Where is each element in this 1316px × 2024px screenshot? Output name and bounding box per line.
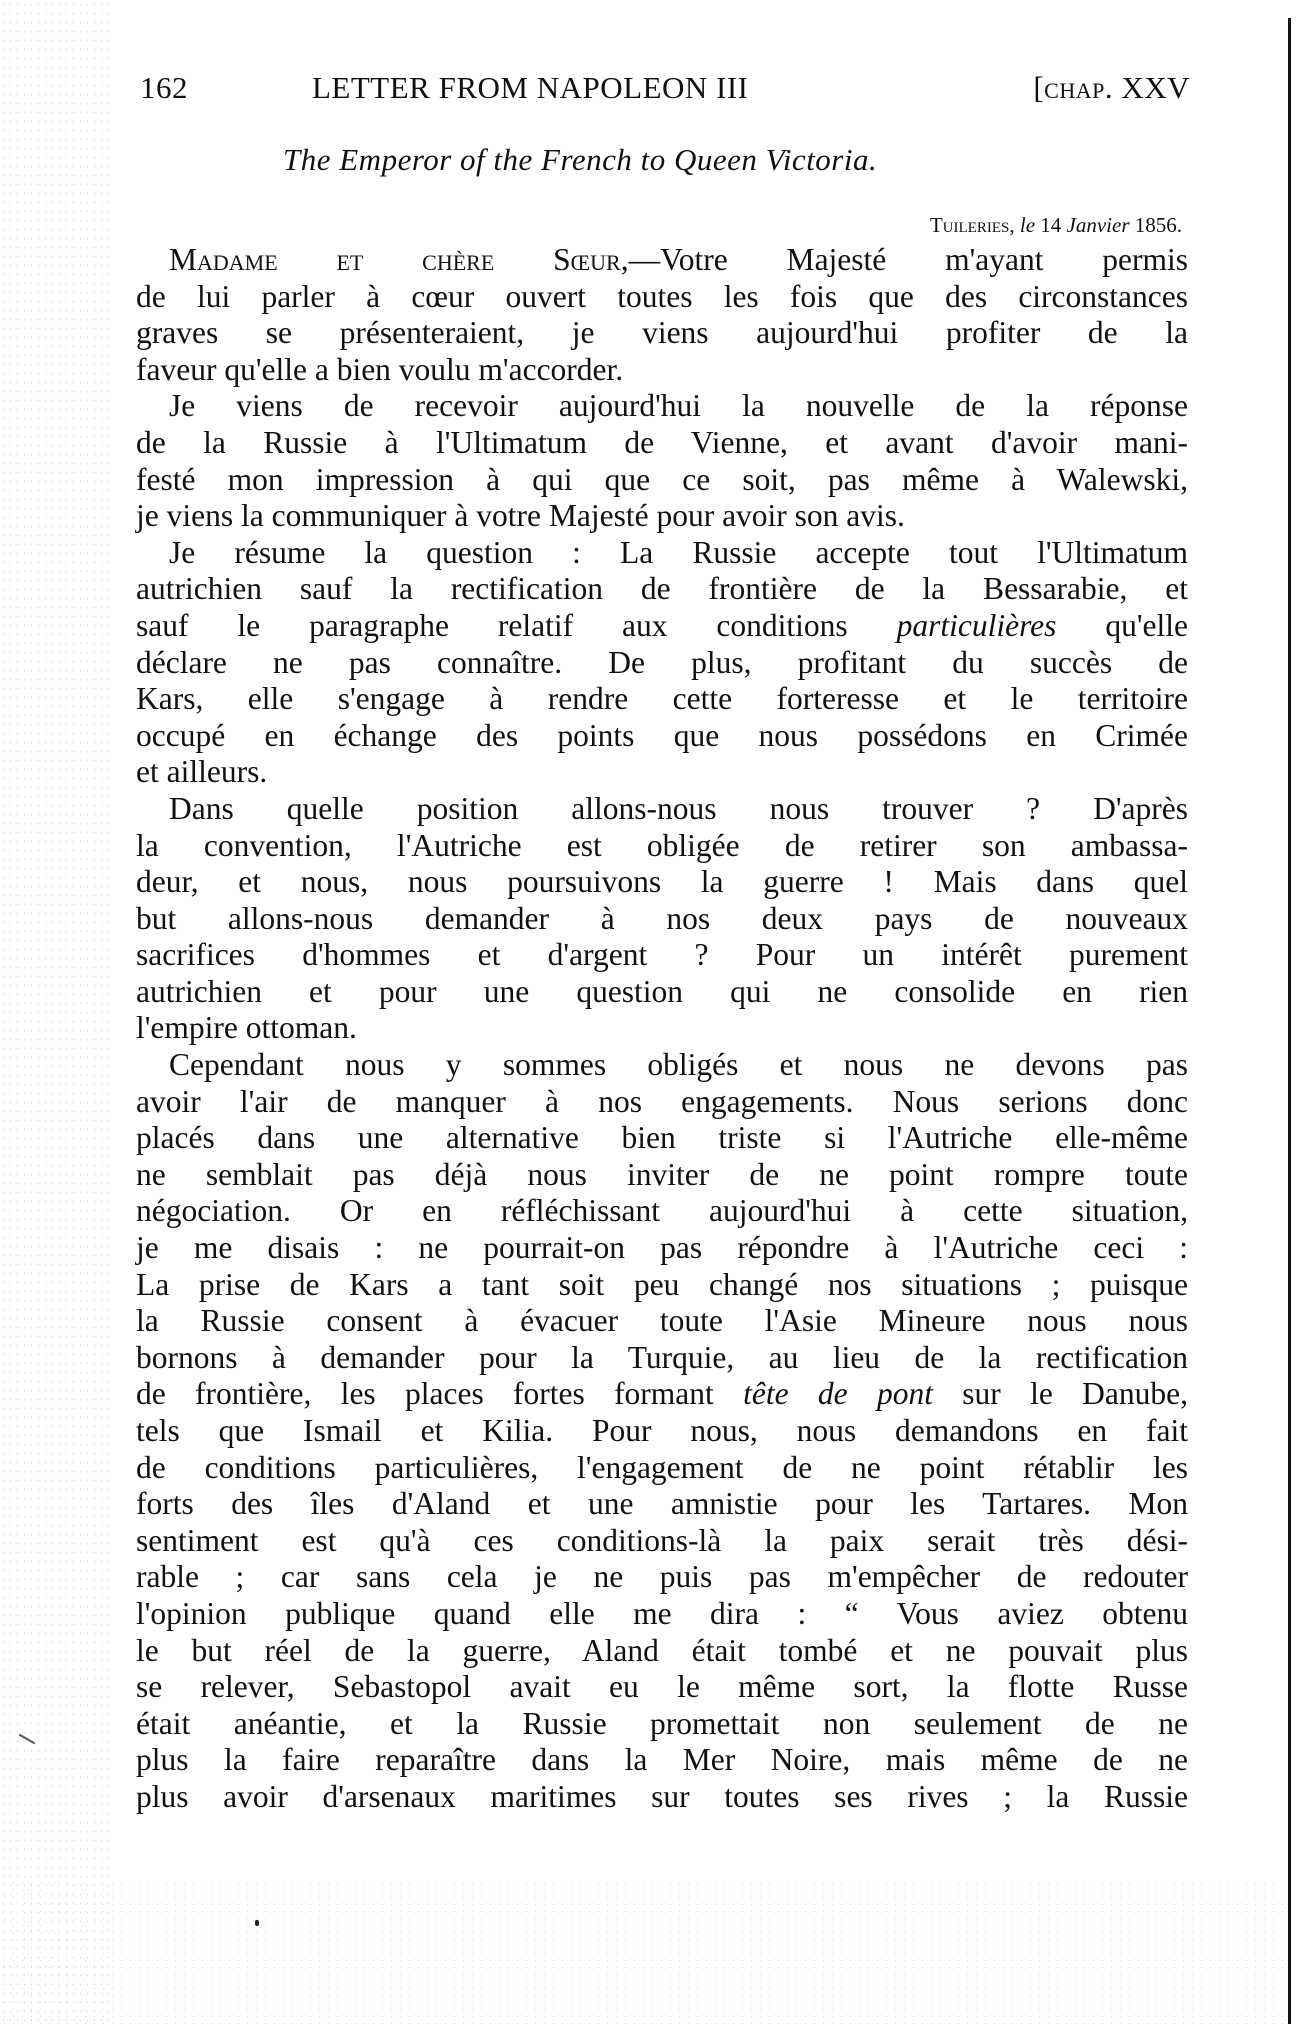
line-text: Dans quelle position allons-nous nous trouver ? D'après bbox=[169, 790, 1188, 826]
text-line bbox=[136, 1596, 1188, 1633]
line-text: plus la faire reparaître dans la Mer Noire, mais même de ne bbox=[136, 1742, 1188, 1778]
text-line bbox=[136, 1559, 1188, 1596]
paragraph bbox=[136, 1047, 1188, 1815]
page-number: 162 bbox=[140, 70, 188, 105]
line-text: l'opinion publique quand elle me dira : “ Vous aviez obtenu bbox=[136, 1595, 1188, 1631]
ink-dot bbox=[255, 1920, 259, 1926]
text-line bbox=[136, 754, 1188, 791]
text-line bbox=[136, 1413, 1188, 1450]
line-text: négociation. Or en réfléchissant aujourd'hui à cette situation, bbox=[136, 1193, 1188, 1229]
line-text: festé mon impression à qui que ce soit, pas même à Walewski, bbox=[136, 461, 1188, 497]
text-line bbox=[136, 1230, 1188, 1267]
text-line bbox=[136, 864, 1188, 901]
dateline-month: Janvier bbox=[1066, 213, 1130, 237]
line-text: Je viens de recevoir aujourd'hui la nouvelle de la réponse bbox=[169, 388, 1188, 424]
text-line bbox=[136, 1120, 1188, 1157]
paragraph bbox=[136, 535, 1188, 791]
text-line bbox=[136, 1047, 1188, 1084]
text-line bbox=[136, 462, 1188, 499]
text-line bbox=[136, 1193, 1188, 1230]
line-text: de frontière, les places fortes formant bbox=[136, 1376, 744, 1412]
line-text: la Russie consent à évacuer toute l'Asie Mineure nous nous bbox=[136, 1303, 1188, 1339]
text-line bbox=[136, 425, 1188, 462]
text-line bbox=[136, 1523, 1188, 1560]
line-text: qu'elle bbox=[1056, 607, 1188, 643]
text-line bbox=[136, 1340, 1188, 1377]
line-text: de lui parler à cœur ouvert toutes les fois que des circonstances bbox=[136, 278, 1188, 314]
line-text: autrichien et pour une question qui ne consolide en rien bbox=[136, 973, 1188, 1009]
line-text: autrichien sauf la rectification de frontière de la Bessarabie, et bbox=[136, 571, 1188, 607]
text-line bbox=[136, 1779, 1188, 1816]
scan-bottom-noise bbox=[0, 1880, 1290, 2024]
text-line bbox=[136, 1267, 1188, 1304]
text-line bbox=[136, 718, 1188, 755]
text-line bbox=[136, 645, 1188, 682]
line-text: tels que Ismail et Kilia. Pour nous, nous demandons en fait bbox=[136, 1413, 1188, 1448]
text-line bbox=[136, 315, 1188, 352]
line-text: l'empire ottoman. bbox=[136, 1010, 357, 1046]
line-text: je viens la communiquer à votre Majesté pour avoir son avis. bbox=[136, 498, 905, 534]
line-text: et ailleurs. bbox=[136, 754, 268, 790]
text-line bbox=[136, 828, 1188, 865]
line-text: Je résume la question : La Russie accepte tout l'Ultimatum bbox=[169, 534, 1188, 570]
text-line bbox=[136, 388, 1188, 425]
line-text: deur, et nous, nous poursuivons la guerre ! Mais dans quel bbox=[136, 864, 1188, 900]
text-line bbox=[136, 1450, 1188, 1487]
page-edge-line bbox=[1288, 18, 1291, 2024]
line-text: forts des îles d'Aland et une amnistie pour les Tartares. Mon bbox=[136, 1486, 1188, 1522]
line-text: Cependant nous y sommes obligés et nous ne devons pas bbox=[169, 1047, 1188, 1083]
chapter-marker bbox=[1033, 70, 1190, 106]
line-text: sentiment est qu'à ces conditions-là la paix serait très dési- bbox=[136, 1522, 1188, 1558]
paragraph bbox=[136, 242, 1188, 388]
text-line bbox=[136, 1486, 1188, 1523]
line-text: occupé en échange des points que nous possédons en Crimée bbox=[136, 717, 1188, 753]
text-line bbox=[136, 242, 1188, 279]
text-line bbox=[136, 608, 1188, 645]
line-text: je me disais : ne pourrait-on pas répondre à l'Autriche ceci : bbox=[136, 1230, 1188, 1266]
line-text: de la Russie à l'Ultimatum de Vienne, et avant d'avoir mani- bbox=[136, 424, 1188, 460]
text-line bbox=[136, 1084, 1188, 1121]
line-text: rable ; car sans cela je ne puis pas m'empêcher de redouter bbox=[136, 1559, 1188, 1595]
text-line bbox=[136, 498, 1188, 535]
line-text: le but réel de la guerre, Aland était tombé et ne pouvait plus bbox=[136, 1632, 1188, 1668]
paragraph bbox=[136, 388, 1188, 534]
scan-margin-noise bbox=[0, 0, 110, 2024]
line-text: graves se présenteraient, je viens aujourd'hui profiter de la bbox=[136, 315, 1188, 351]
running-header bbox=[140, 70, 1190, 110]
text-line bbox=[136, 535, 1188, 572]
line-text: faveur qu'elle a bien voulu m'accorder. bbox=[136, 351, 624, 387]
dateline-year: 1856. bbox=[1134, 213, 1182, 237]
line-text: sauf le paragraphe relatif aux conditions bbox=[136, 607, 897, 643]
text-line bbox=[136, 901, 1188, 938]
line-text: but allons-nous demander à nos deux pays de nouveaux bbox=[136, 900, 1188, 936]
salutation: Madame et chère Sœur, bbox=[169, 242, 629, 277]
italic-emphasis: tête de pont bbox=[743, 1376, 933, 1412]
text-line bbox=[136, 791, 1188, 828]
text-line bbox=[136, 1303, 1188, 1340]
line-text: ne semblait pas déjà nous inviter de ne point rompre toute bbox=[136, 1156, 1188, 1192]
text-line bbox=[136, 1633, 1188, 1670]
line-text: avoir l'air de manquer à nos engagements. Nous serions donc bbox=[136, 1083, 1188, 1119]
line-text: sacrifices d'hommes et d'argent ? Pour un intérêt purement bbox=[136, 937, 1188, 973]
italic-emphasis: particulières bbox=[896, 607, 1057, 643]
line-text: se relever, Sebastopol avait eu le même sort, la flotte Russe bbox=[136, 1669, 1188, 1705]
text-line bbox=[136, 1706, 1188, 1743]
chapter-label: chap. bbox=[1044, 70, 1114, 105]
text-line bbox=[136, 681, 1188, 718]
text-line bbox=[136, 571, 1188, 608]
dateline bbox=[930, 213, 1182, 238]
line-text: —Votre Majesté m'ayant permis bbox=[628, 242, 1188, 277]
text-line bbox=[136, 1376, 1188, 1413]
line-text: la convention, l'Autriche est obligée de retirer son ambassa- bbox=[136, 827, 1188, 863]
text-line bbox=[136, 1157, 1188, 1194]
line-text: plus avoir d'arsenaux maritimes sur toutes ses rives ; la Russie bbox=[136, 1778, 1188, 1814]
line-text: La prise de Kars a tant soit peu changé nos situations ; puisque bbox=[136, 1266, 1188, 1302]
line-text: de conditions particulières, l'engagement de ne point rétablir les bbox=[136, 1449, 1188, 1485]
line-text: bornons à demander pour la Turquie, au lieu de la rectification bbox=[136, 1339, 1188, 1375]
letter-title: The Emperor of the French to Queen Victoria. bbox=[283, 142, 878, 177]
text-line bbox=[136, 1010, 1188, 1047]
running-title: LETTER FROM NAPOLEON III bbox=[312, 70, 749, 105]
dateline-day: 14 bbox=[1040, 213, 1062, 237]
text-line bbox=[136, 279, 1188, 316]
line-text: déclare ne pas connaître. De plus, profitant du succès de bbox=[136, 644, 1188, 680]
line-text: Kars, elle s'engage à rendre cette forteresse et le territoire bbox=[136, 681, 1188, 717]
chapter-number: XXV bbox=[1121, 70, 1190, 105]
dateline-le: le bbox=[1019, 213, 1036, 237]
text-line bbox=[136, 1669, 1188, 1706]
line-text: était anéantie, et la Russie promettait non seulement de ne bbox=[136, 1705, 1188, 1741]
line-text: sur le Danube, bbox=[932, 1376, 1188, 1412]
line-text: placés dans une alternative bien triste si l'Autriche elle-même bbox=[136, 1120, 1188, 1156]
chapter-bracket: [ bbox=[1033, 70, 1045, 105]
text-line bbox=[136, 974, 1188, 1011]
text-line bbox=[136, 1742, 1188, 1779]
text-line bbox=[136, 937, 1188, 974]
dateline-place: Tuileries, bbox=[929, 213, 1015, 237]
text-line bbox=[136, 352, 1188, 389]
paragraph bbox=[136, 791, 1188, 1047]
letter-body bbox=[136, 242, 1188, 1816]
